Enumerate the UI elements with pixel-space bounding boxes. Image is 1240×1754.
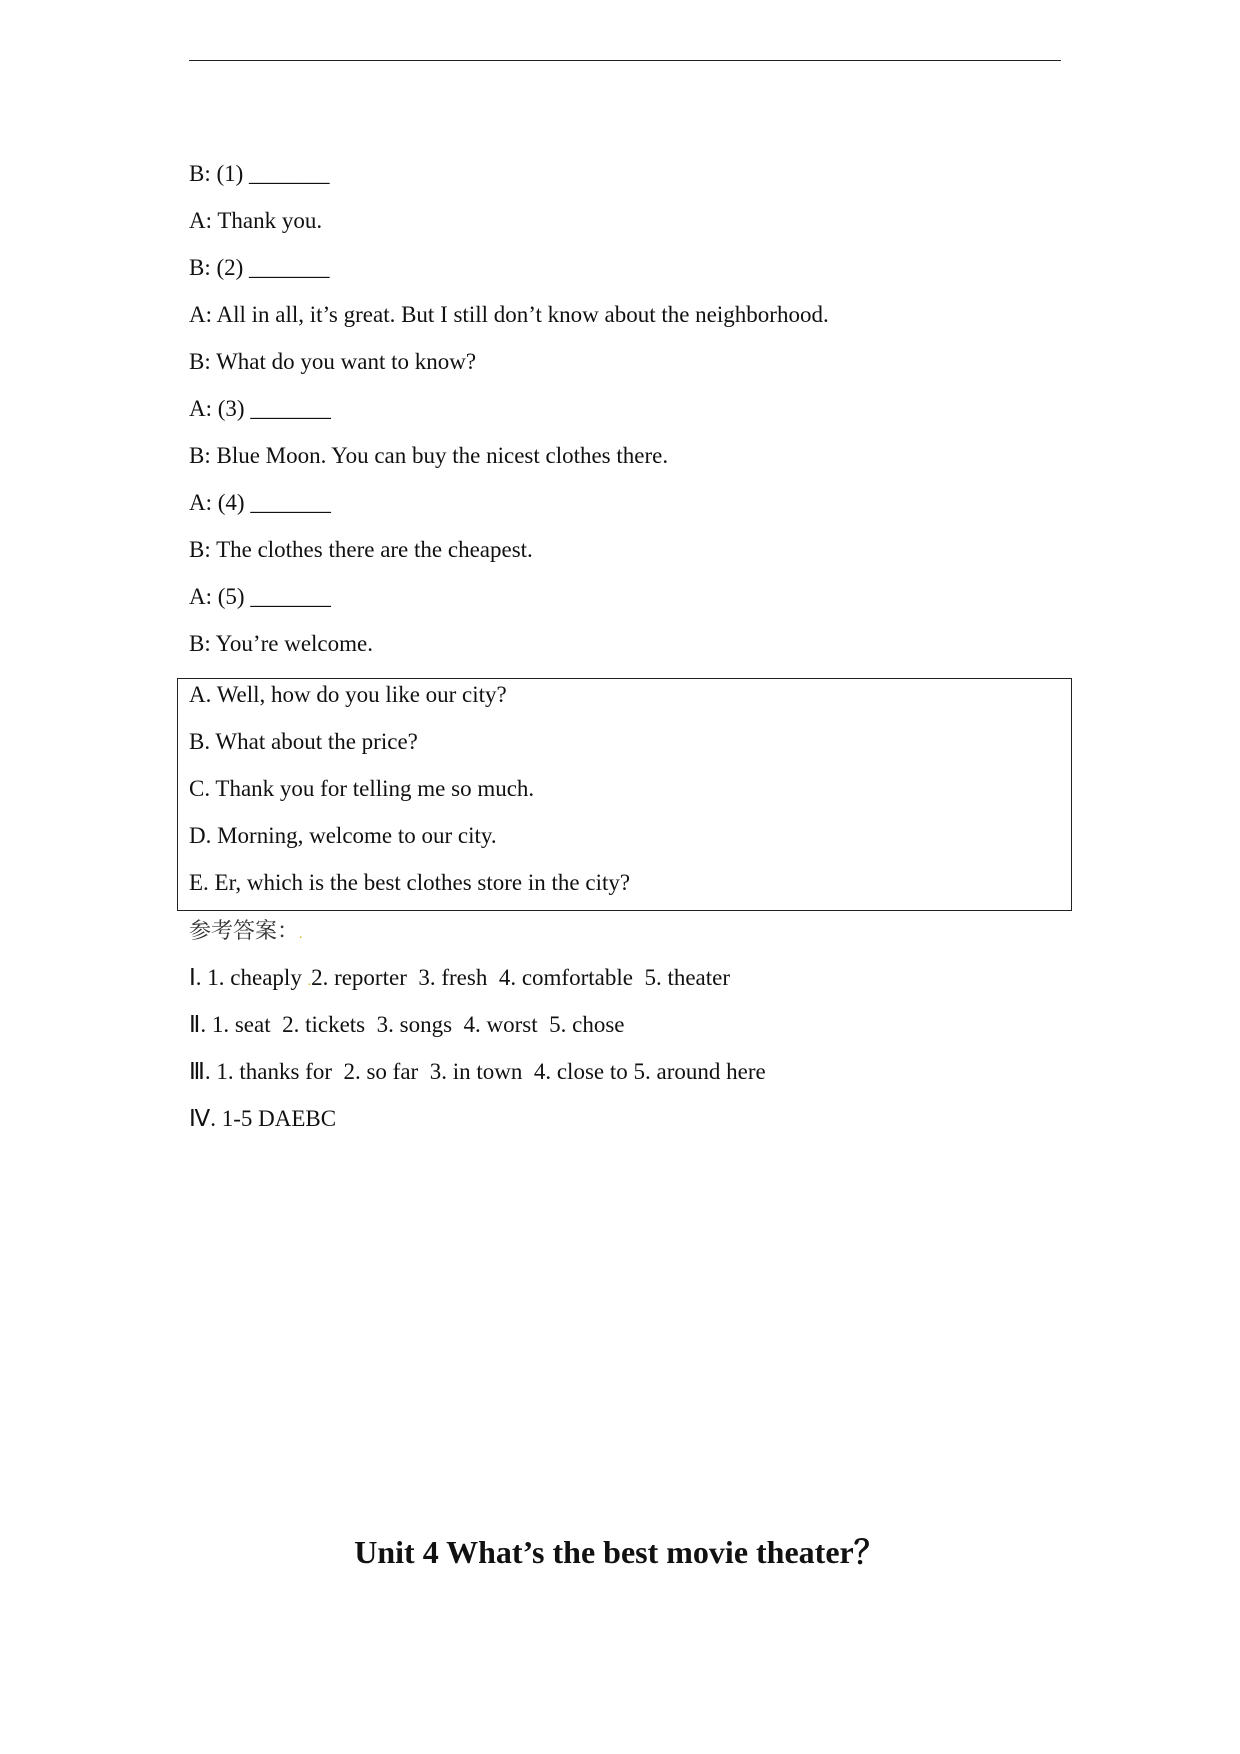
answer-line [189,1011,1069,1058]
dialogue-line: A: (4) _______ [189,490,331,515]
option-item: C. Thank you for telling me so much. [189,776,535,801]
unit-title: Unit 4 What’s the best movie theater？ [354,1534,886,1570]
option-item: D. Morning, welcome to our city. [189,823,497,848]
answer-line [189,1105,1069,1152]
inline-mark: . [307,974,312,989]
dialogue-line: A: Thank you. [189,208,323,233]
option-item: B. What about the price? [189,729,418,754]
answer-heading-line [189,917,1069,964]
dialogue-line: B: Blue Moon. You can buy the nicest clothes there. [189,443,669,468]
answer-heading: 参考答案： [189,919,300,944]
answer-text-rest: 2. reporter 3. fresh 4. comfortable 5. theater [311,965,731,990]
section-numeral: Ⅲ [189,1059,205,1085]
answer-text: . 1-5 DAEBC [210,1106,337,1131]
option-item: A. Well, how do you like our city? [189,682,507,707]
header-rule [189,60,1061,61]
dialogue [189,160,1069,677]
option-item: E. Er, which is the best clothes store in the city? [189,870,631,895]
dialogue-line: B: (1) _______ [189,161,330,186]
dialogue-line: A: All in all, it’s great. But I still don’t know about the neighborhood. [189,302,829,327]
answer-line [189,964,1069,1011]
section-numeral: Ⅰ [189,965,196,991]
section-numeral: Ⅳ [189,1106,211,1132]
dialogue-line: B: What do you want to know? [189,349,477,374]
dialogue-line: B: The clothes there are the cheapest. [189,537,533,562]
answer-key [189,917,1069,1152]
dialogue-line: A: (5) _______ [189,584,331,609]
dialogue-line: B: (2) _______ [189,255,330,280]
heading-mark: . [299,927,303,942]
options-list [189,681,1059,916]
answer-text: . 1. cheaply [195,965,302,990]
answer-text: . 1. thanks for 2. so far 3. in town 4. close to 5. around here [204,1059,766,1084]
answer-line [189,1058,1069,1105]
dialogue-line: A: (3) _______ [189,396,331,421]
section-numeral: Ⅱ [189,1012,201,1038]
answer-text: . 1. seat 2. tickets 3. songs 4. worst 5. chose [200,1012,625,1037]
dialogue-line: B: You’re welcome. [189,631,373,656]
